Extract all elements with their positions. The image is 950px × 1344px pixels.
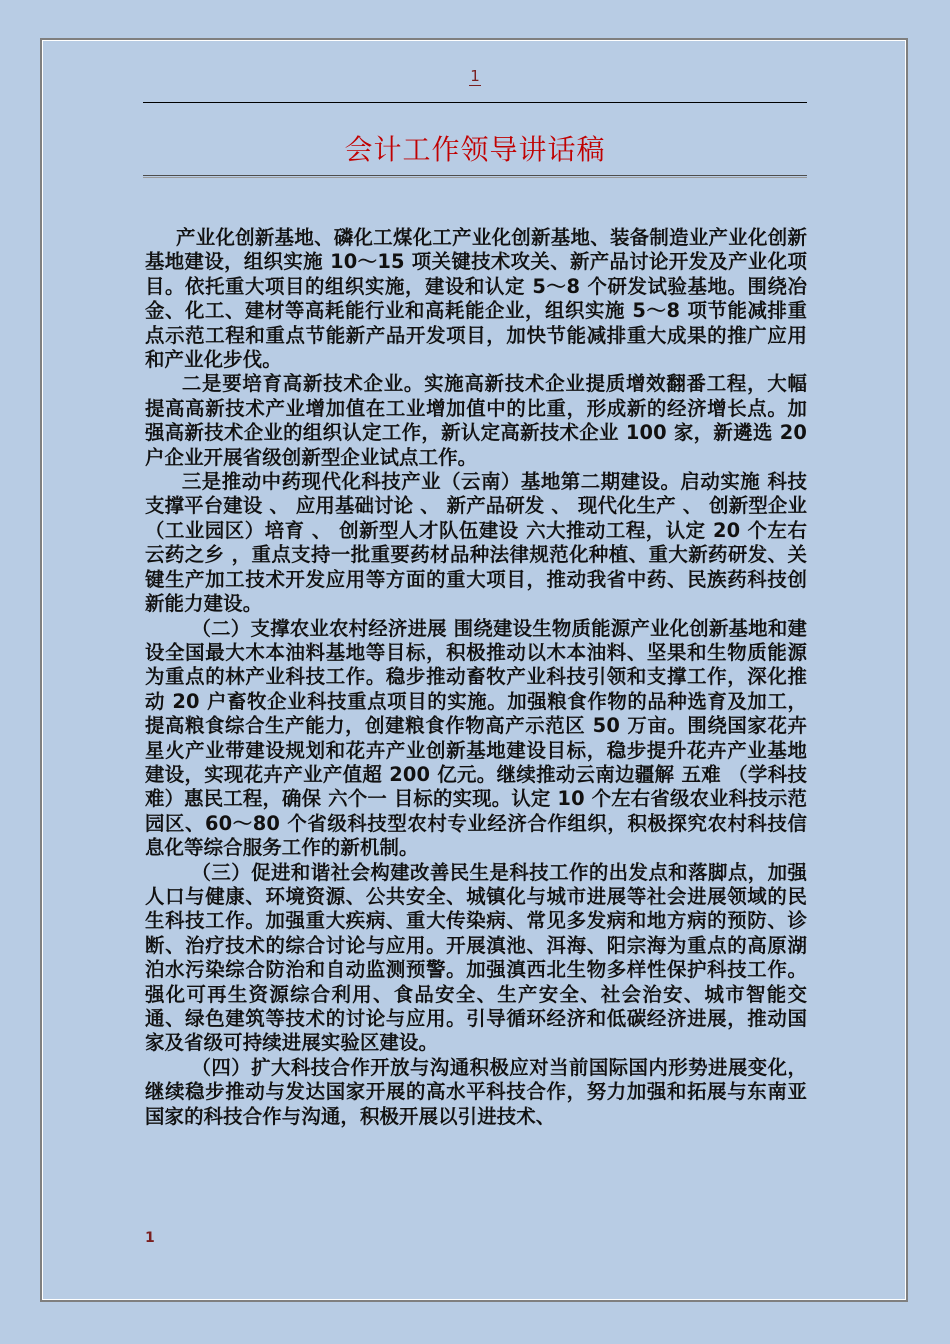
paragraph: （三）促进和谐社会构建改善民生是科技工作的出发点和落脚点，加强人口与健康、环境资源、公共安全、城镇化与城市进展等社会进展领域的民生科技工作。加强重大疾病、重大传染病、常见多发病和地方病的预防、诊断、治疗技术的综合讨论与应用。开展滇池、洱海、阳宗海为重点的高原湖泊水污染综合防治和自动监测预警。加强滇西北生物多样性保护科技工作。强化可再生资源综合利用、食品安全、生产安全、社会治安、城市智能交通、绿色建筑等技术的讨论与应用。引导循环经济和低碳经济进展，推动国家及省级可持续进展实验区建设。: [145, 860, 807, 1055]
document-body: [145, 226, 807, 1129]
footer-page-number: 1: [145, 1230, 155, 1246]
paragraph: （四）扩大科技合作开放与沟通积极应对当前国际国内形势进展变化，继续稳步推动与发达国家开展的高水平科技合作，努力加强和拓展与东南亚国家的科技合作与沟通，积极开展以引进技术、: [145, 1055, 807, 1128]
paragraph: （二）支撑农业农村经济进展 围绕建设生物质能源产业化创新基地和建设全国最大木本油料基地等目标，积极推动以木本油料、坚果和生物质能源为重点的林产业科技工作。稳步推动畜牧产业科技引领和支撑工作，深化推动 20 户畜牧企业科技重点项目的实施。加强粮食作物的品种选育及加工，提高粮食综合生产能力，创建粮食作物高产示范区 50 万亩。围绕国家花卉星火产业带建设规划和花卉产业创新基地建设目标，稳步提升花卉产业基地建设，实现花卉产业产值超 200 亿元。继续推动云南边疆解 五难 （学科技难）惠民工程，确保 六个一 目标的实现。认定 10 个左右省级农业科技示范园区、60～80 个省级科技型农村专业经济合作组织，积极探究农村科技信息化等综合服务工作的新机制。: [145, 616, 807, 860]
header-page-number: [0, 66, 950, 86]
paragraph: 产业化创新基地、磷化工煤化工产业化创新基地、装备制造业产业化创新基地建设，组织实施 10～15 项关键技术攻关、新产品讨论开发及产业化项目。依托重大项目的组织实施，建设和认定 5～8 个研发试验基地。围绕冶金、化工、建材等高耗能行业和高耗能企业，组织实施 5～8 项节能减排重点示范工程和重点节能新产品开发项目，加快节能减排重大成果的推广应用和产业化步伐。: [145, 226, 807, 372]
paragraph: 三是推动中药现代化科技产业（云南）基地第二期建设。启动实施 科技支撑平台建设 、 应用基础讨论 、 新产品研发 、 现代化生产 、 创新型企业（工业园区）培育 、 创新型人才队伍建设 六大推动工程，认定 20 个左右 云药之乡 ，重点支持一批重要药材品种法律规范化种植、重大新药研发、关键生产加工技术开发应用等方面的重大项目，推动我省中药、民族药科技创新能力建设。: [145, 470, 807, 616]
paragraph: 二是要培育高新技术企业。实施高新技术企业提质增效翻番工程，大幅提高高新技术产业增加值在工业增加值中的比重，形成新的经济增长点。加强高新技术企业的组织认定工作，新认定高新技术企业 100 家，新遴选 20 户企业开展省级创新型企业试点工作。: [145, 372, 807, 469]
header-page-number-text: 1: [470, 67, 480, 85]
title-divider: [143, 175, 807, 178]
header-divider: [143, 102, 807, 103]
document-title: 会计工作领导讲话稿: [344, 133, 606, 166]
